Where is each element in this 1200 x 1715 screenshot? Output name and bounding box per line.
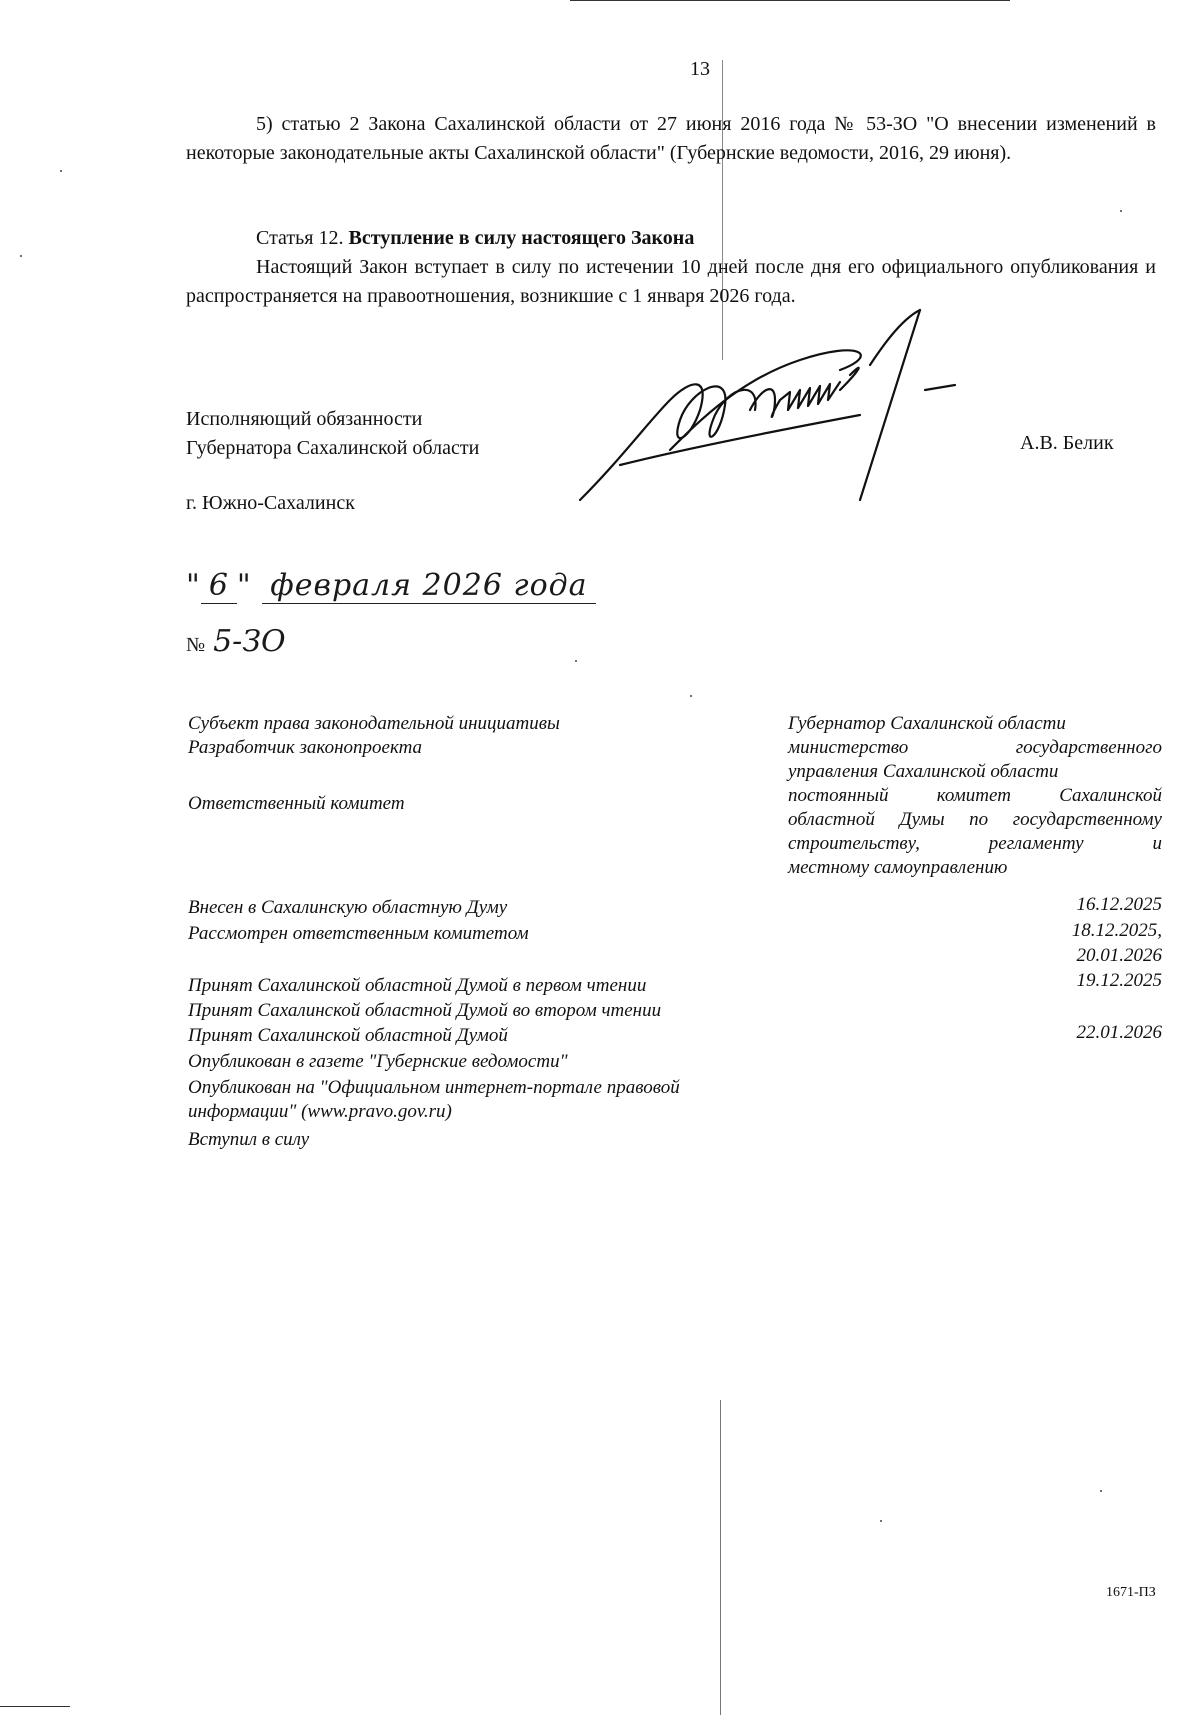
- published-portal-label-line1: Опубликован на "Официальном интернет-портале правовой: [188, 1077, 680, 1098]
- committee-label: Ответственный комитет: [188, 793, 405, 814]
- first-reading-label: Принят Сахалинской областной Думой в первом чтении: [188, 975, 647, 996]
- scan-speck: [60, 170, 62, 172]
- metadata-values: [788, 712, 1162, 880]
- article-heading: [256, 227, 694, 250]
- scan-speck: [1100, 1490, 1102, 1492]
- date-quote-open: ": [186, 568, 201, 603]
- submitted-label: Внесен в Сахалинскую областную Думу: [188, 897, 508, 918]
- second-reading-label: Принят Сахалинской областной Думой во втором чтении: [188, 1000, 662, 1021]
- reviewed-date-1: 18.12.2025,: [1071, 920, 1162, 941]
- initiative-label: Субъект права законодательной инициативы: [188, 713, 560, 734]
- article-title: Вступление в силу настоящего Закона: [348, 227, 695, 249]
- developer-value-line1: министерство государственного: [788, 737, 1162, 758]
- adopted-date: 22.01.2026: [1076, 1022, 1162, 1043]
- scan-speck: [20, 255, 22, 257]
- handwritten-signature: [560, 300, 1020, 530]
- signatory-name: А.В. Белик: [1020, 432, 1114, 454]
- first-reading-date: 19.12.2025: [1076, 970, 1162, 991]
- footer-document-code: 1671-ПЗ: [1106, 1585, 1156, 1600]
- submitted-date: 16.12.2025: [1076, 894, 1162, 915]
- reviewed-label: Рассмотрен ответственным комитетом: [188, 923, 529, 944]
- number-symbol: №: [186, 634, 206, 656]
- scan-speck: [690, 695, 692, 697]
- signatory-position-line2: Губернатора Сахалинской области: [186, 437, 480, 459]
- initiative-value: Губернатор Сахалинской области: [788, 713, 1066, 734]
- developer-value-line2: управления Сахалинской области: [788, 761, 1059, 782]
- signatory-position-line1: Исполняющий обязанности: [186, 408, 423, 430]
- number-value: 5-ЗО: [213, 624, 286, 659]
- scan-speck: [880, 1520, 882, 1522]
- committee-value-line4: местному самоуправлению: [788, 857, 1008, 878]
- committee-value-line1: постоянный комитет Сахалинской: [788, 785, 1162, 806]
- adopted-label: Принят Сахалинской областной Думой: [188, 1025, 508, 1046]
- committee-value-line3: строительству, регламенту и: [788, 833, 1162, 854]
- date-day: 6: [201, 568, 237, 604]
- committee-value-line2: областной Думы по государственному: [788, 809, 1162, 830]
- published-portal-label-line2: информации" (www.pravo.gov.ru): [188, 1101, 452, 1122]
- reviewed-date-2: 20.01.2026: [1076, 945, 1162, 966]
- article-label: Статья 12.: [256, 227, 344, 249]
- page-number: 13: [690, 58, 710, 80]
- scan-artifact-top-line: [570, 0, 1010, 1]
- scan-artifact-bottom-line: [0, 1706, 70, 1707]
- scan-artifact-fold-line-lower: [720, 1400, 721, 1715]
- date-month-year: февраля 2026 года: [262, 568, 595, 604]
- signing-date: [186, 568, 596, 603]
- scan-speck: [1120, 210, 1122, 212]
- scan-speck: [575, 660, 577, 662]
- date-quote-close: ": [236, 568, 252, 603]
- law-number: [186, 624, 286, 659]
- signing-city: г. Южно-Сахалинск: [186, 492, 355, 514]
- signatory-position: [186, 405, 479, 463]
- published-portal-label: [188, 1076, 808, 1124]
- in-force-label: Вступил в силу: [188, 1129, 310, 1150]
- article-text: Настоящий Закон вступает в силу по истечении 10 дней после дня его официального опубликования и распространяется на правоотношения, возникшие с 1 января 2026 года.: [186, 256, 1156, 307]
- published-newspaper-label: Опубликован в газете "Губернские ведомости": [188, 1051, 568, 1072]
- developer-label: Разработчик законопроекта: [188, 737, 423, 758]
- amendment-item-5: 5) статью 2 Закона Сахалинской области от 27 июня 2016 года № 53-ЗО "О внесении изменений в некоторые законодательные акты Сахалинской области" (Губернские ведомости, 2016, 29 июня).: [186, 113, 1156, 164]
